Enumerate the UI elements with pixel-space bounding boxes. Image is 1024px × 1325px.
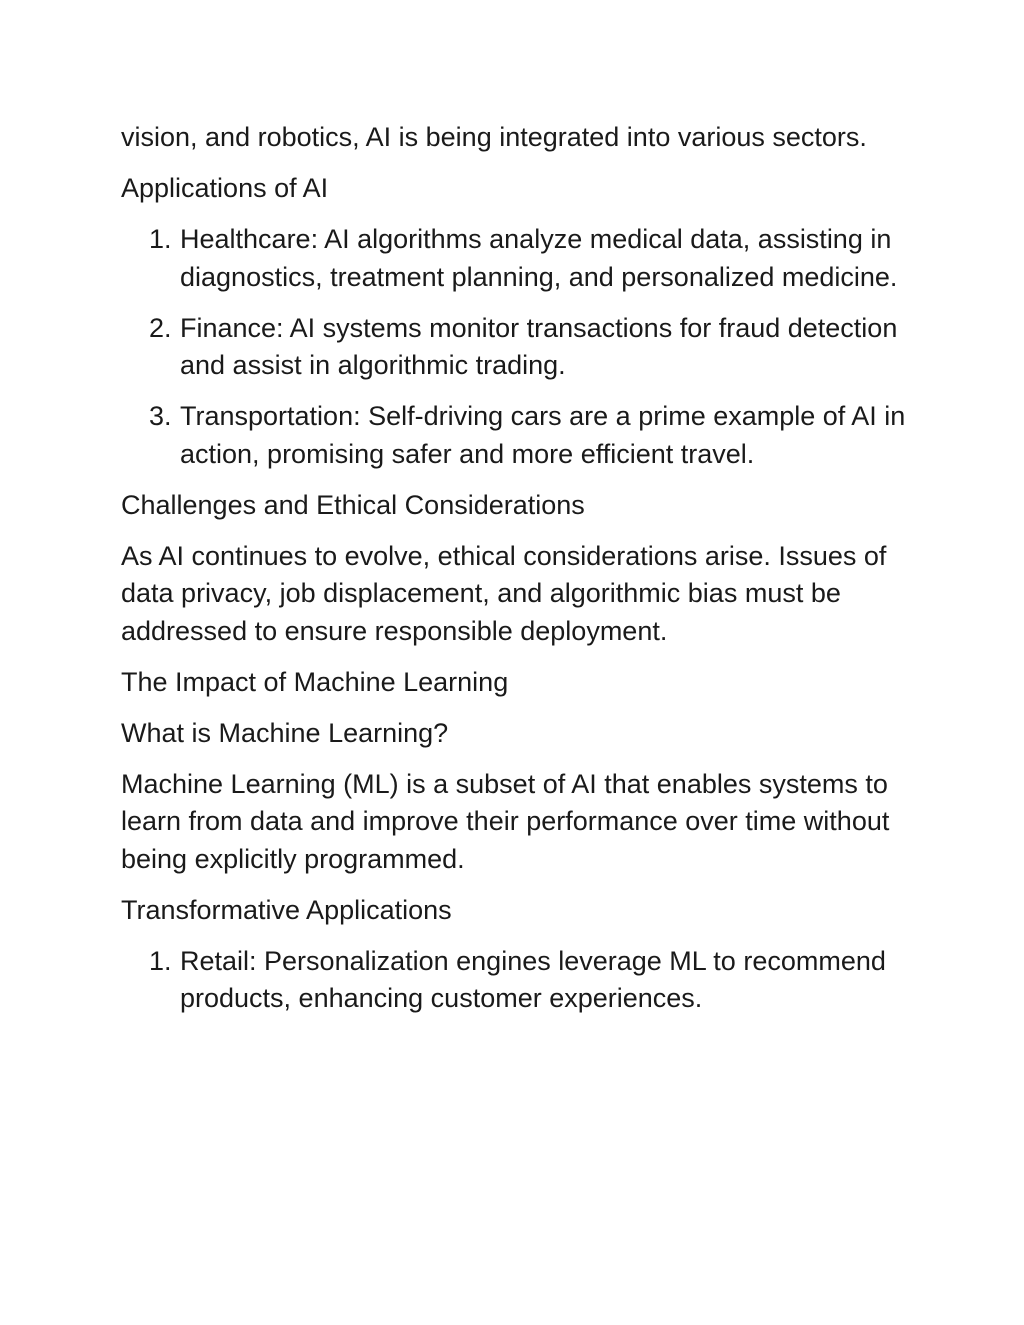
- challenges-heading: Challenges and Ethical Considerations: [121, 489, 585, 520]
- ml-definition-paragraph: Machine Learning (ML) is a subset of AI that enables systems to learn from data and improve their performance over time without being explicitly programmed.: [121, 768, 890, 874]
- applications-heading: Applications of AI: [121, 173, 329, 203]
- list-item-number: 1.: [149, 945, 172, 976]
- list-item: [121, 398, 911, 473]
- list-item-text: Finance: AI systems monitor transactions for fraud detection and assist in algorithmic trading.: [180, 312, 898, 380]
- list-item-text: Healthcare: AI algorithms analyze medical data, assisting in diagnostics, treatment planning, and personalized medicine.: [180, 224, 898, 292]
- list-item-number: 1.: [149, 224, 172, 254]
- transformative-heading: Transformative Applications: [121, 894, 452, 925]
- list-item-number: 2.: [149, 312, 172, 343]
- intro-paragraph: vision, and robotics, AI is being integrated into various sectors.: [121, 122, 867, 152]
- transformative-list: [121, 943, 911, 1018]
- list-item-text: Retail: Personalization engines leverage ML to recommend products, enhancing customer experiences.: [180, 945, 886, 1013]
- list-item: [121, 943, 911, 1018]
- challenges-paragraph: As AI continues to evolve, ethical considerations arise. Issues of data privacy, job displacement, and algorithmic bias must be addressed to ensure responsible deployment.: [121, 540, 887, 646]
- applications-list: [121, 221, 911, 473]
- list-item-text: Transportation: Self-driving cars are a prime example of AI in action, promising safer and more efficient travel.: [180, 401, 906, 469]
- ml-section-heading: The Impact of Machine Learning: [121, 666, 509, 697]
- list-item: [121, 221, 911, 296]
- document-page: [121, 119, 911, 1031]
- list-item-number: 3.: [149, 401, 172, 431]
- ml-question-heading: What is Machine Learning?: [121, 717, 449, 748]
- list-item: [121, 310, 911, 385]
